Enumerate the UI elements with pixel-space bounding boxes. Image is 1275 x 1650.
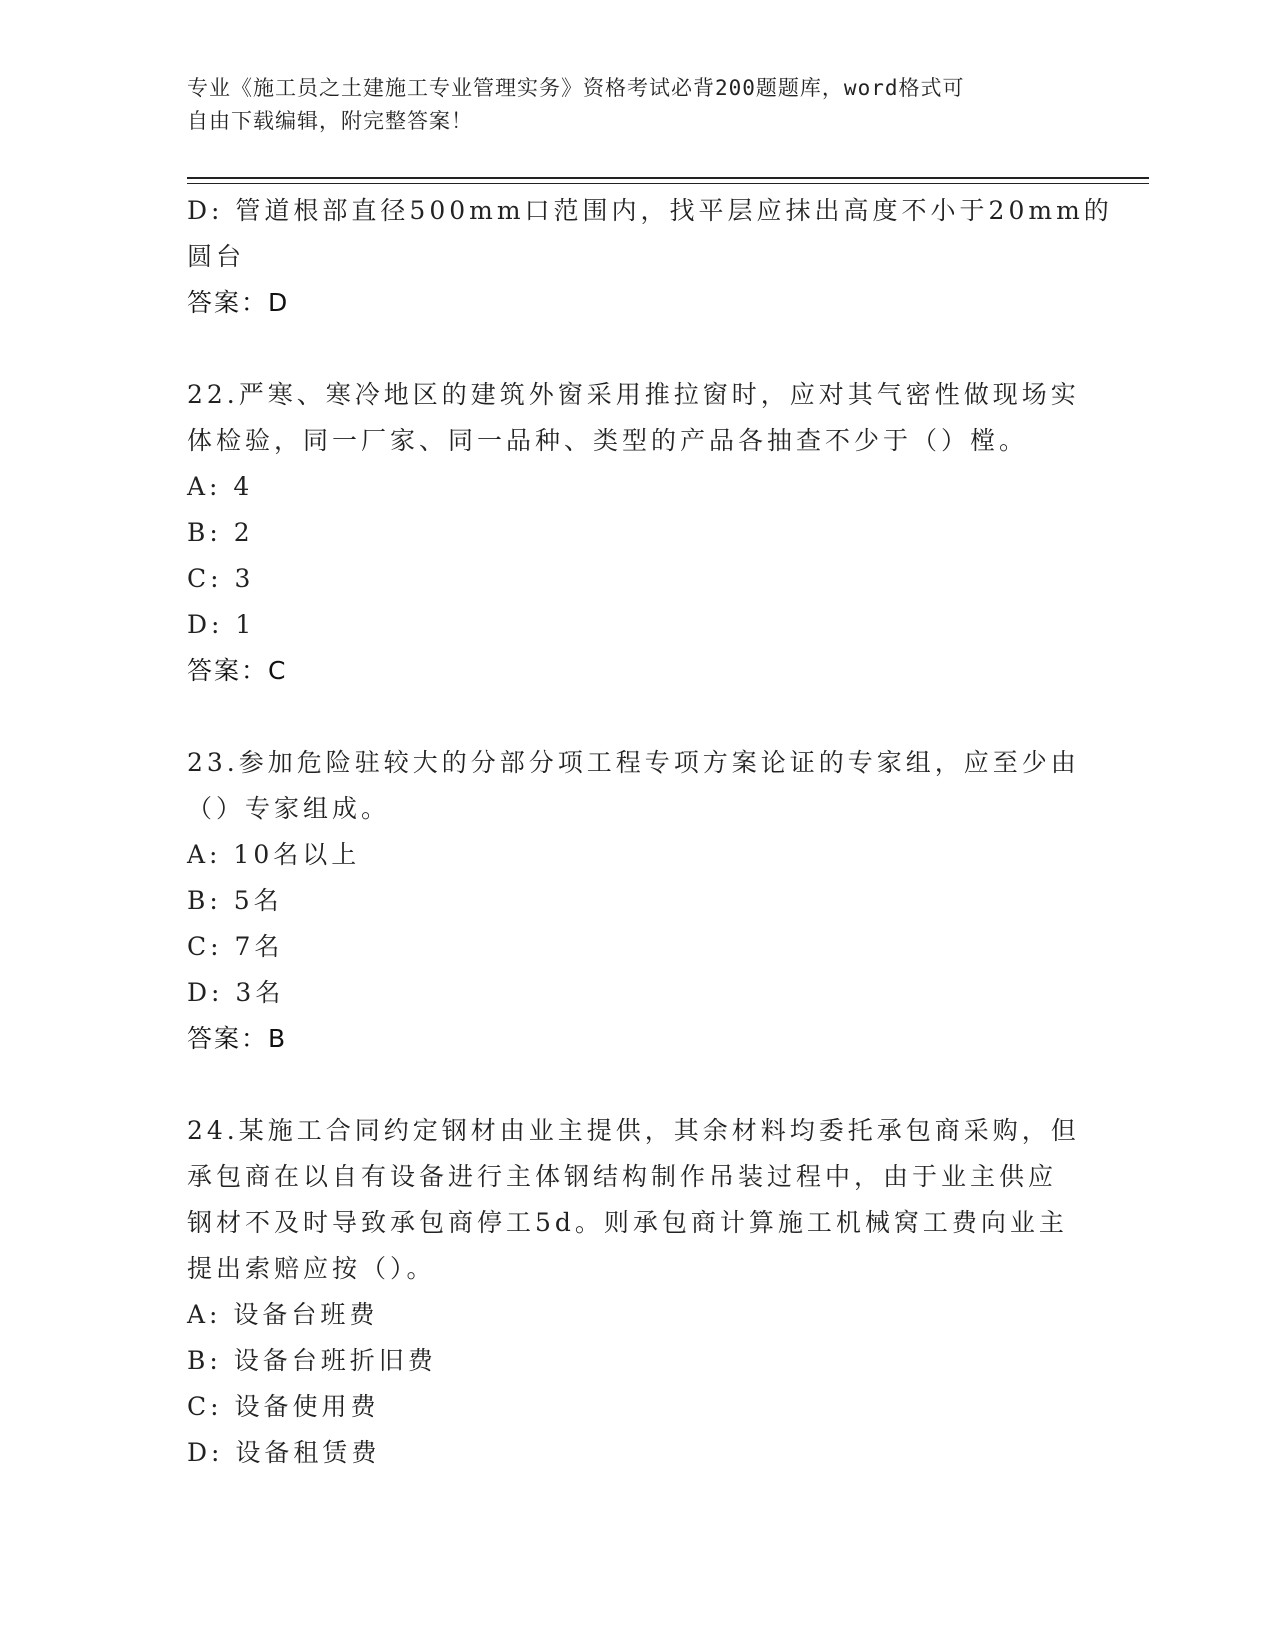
header-divider-thick (187, 177, 1149, 179)
question-stem: 提出索赔应按（）。 (187, 1254, 436, 1283)
question-stem: 24.某施工合同约定钢材由业主提供，其余材料均委托承包商采购，但 (187, 1116, 1080, 1145)
header-line-2: 自由下载编辑，附完整答案！ (187, 109, 473, 133)
option-b: B: 5名 (187, 886, 283, 915)
spacer (187, 326, 1087, 372)
answer-line: 答案：C (187, 656, 288, 685)
option-a: A: 设备台班费 (187, 1300, 379, 1329)
header-line-1: 专业《施工员之土建施工专业管理实务》资格考试必背200题题库，word格式可 (187, 76, 965, 100)
question-stem: 23.参加危险驻较大的分部分项工程专项方案论证的专家组，应至少由 (187, 748, 1080, 777)
question-stem: 承包商在以自有设备进行主体钢结构制作吊装过程中，由于业主供应 (187, 1162, 1058, 1191)
question-stem: 22.严寒、寒冷地区的建筑外窗采用推拉窗时，应对其气密性做现场实 (187, 380, 1080, 409)
question-23 (187, 740, 1087, 1062)
question-24 (187, 1108, 1087, 1476)
question-stem: （）专家组成。 (187, 794, 391, 823)
option-d-continued: 圆台 (187, 242, 246, 271)
question-content (187, 188, 1113, 1476)
question-stem: 钢材不及时导致承包商停工5d。则承包商计算施工机械窝工费向业主 (187, 1208, 1068, 1237)
option-a: A: 4 (187, 472, 254, 501)
option-b: B: 设备台班折旧费 (187, 1346, 437, 1375)
option-b: B: 2 (187, 518, 254, 547)
answer-line: 答案：D (187, 288, 290, 317)
option-c: C: 3 (187, 564, 255, 593)
answer-line: 答案：B (187, 1024, 288, 1053)
spacer (187, 1062, 1087, 1108)
spacer (187, 694, 1087, 740)
previous-question-tail (187, 188, 1113, 326)
question-stem: 体检验，同一厂家、同一品种、类型的产品各抽查不少于（）樘。 (187, 426, 1029, 455)
option-c: C: 设备使用费 (187, 1392, 380, 1421)
option-d: D: 1 (187, 610, 256, 639)
option-d: D: 管道根部直径500mm口范围内，找平层应抹出高度不小于20mm的 (187, 196, 1113, 225)
question-22 (187, 372, 1087, 694)
option-d: D: 设备租赁费 (187, 1438, 381, 1467)
option-c: C: 7名 (187, 932, 284, 961)
option-a: A: 10名以上 (187, 840, 361, 869)
header-divider-thin (187, 183, 1149, 184)
page-header (187, 72, 1067, 138)
option-d: D: 3名 (187, 978, 285, 1007)
